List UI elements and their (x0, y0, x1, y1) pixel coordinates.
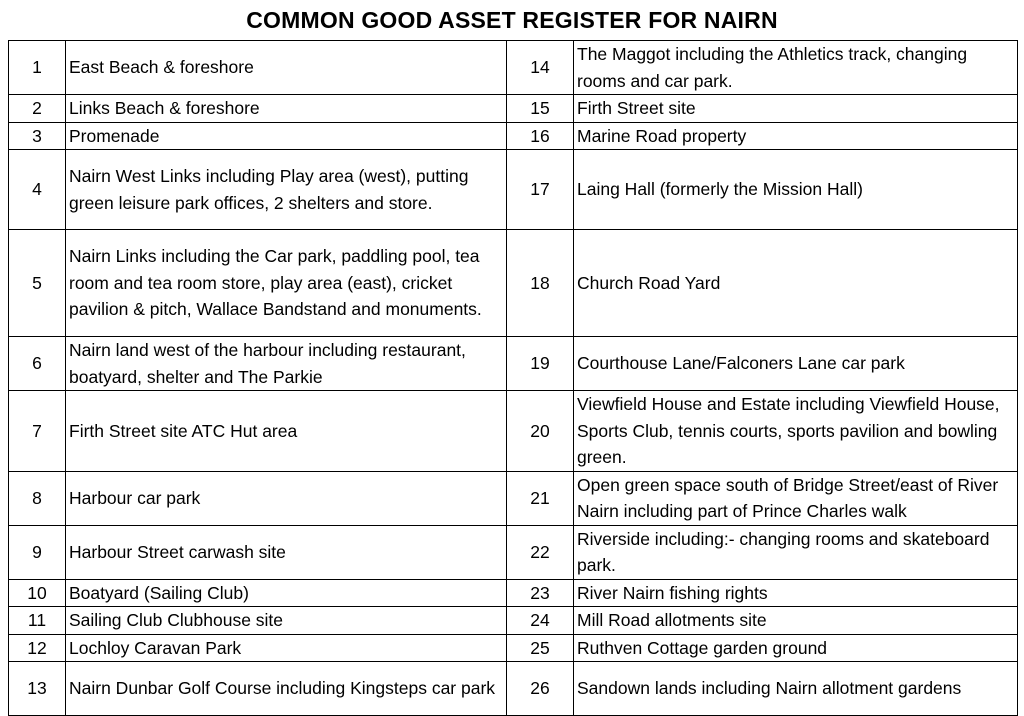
table-row (9, 607, 1018, 635)
asset-number: 22 (507, 525, 574, 579)
asset-description: Ruthven Cottage garden ground (574, 634, 1018, 662)
asset-description: Mill Road allotments site (574, 607, 1018, 635)
asset-number: 20 (507, 391, 574, 472)
page-title: COMMON GOOD ASSET REGISTER FOR NAIRN (246, 7, 778, 33)
table-row (9, 150, 1018, 230)
asset-number: 12 (9, 634, 66, 662)
asset-number: 23 (507, 579, 574, 607)
asset-number: 19 (507, 337, 574, 391)
asset-description: Links Beach & foreshore (66, 95, 507, 123)
asset-number: 15 (507, 95, 574, 123)
asset-register-table (8, 40, 1018, 716)
asset-description: Sandown lands including Nairn allotment gardens (574, 662, 1018, 716)
asset-number: 3 (9, 122, 66, 150)
table-row (9, 337, 1018, 391)
asset-description: Lochloy Caravan Park (66, 634, 507, 662)
asset-number: 24 (507, 607, 574, 635)
asset-description: Boatyard (Sailing Club) (66, 579, 507, 607)
asset-number: 7 (9, 391, 66, 472)
asset-number: 1 (9, 41, 66, 95)
asset-number: 16 (507, 122, 574, 150)
table-row (9, 41, 1018, 95)
asset-description: Firth Street site ATC Hut area (66, 391, 507, 472)
asset-number: 9 (9, 525, 66, 579)
table-row (9, 471, 1018, 525)
table-row (9, 525, 1018, 579)
asset-number: 17 (507, 150, 574, 230)
asset-description: Harbour car park (66, 471, 507, 525)
asset-description: Viewfield House and Estate including Viewfield House, Sports Club, tennis courts, sports pavilion and bowling green. (574, 391, 1018, 472)
asset-description: East Beach & foreshore (66, 41, 507, 95)
table-row (9, 579, 1018, 607)
asset-number: 2 (9, 95, 66, 123)
table-row (9, 662, 1018, 716)
asset-description: Firth Street site (574, 95, 1018, 123)
asset-description: Courthouse Lane/Falconers Lane car park (574, 337, 1018, 391)
asset-number: 26 (507, 662, 574, 716)
asset-description: Promenade (66, 122, 507, 150)
asset-number: 11 (9, 607, 66, 635)
asset-description: Laing Hall (formerly the Mission Hall) (574, 150, 1018, 230)
table-row (9, 634, 1018, 662)
asset-description: Nairn land west of the harbour including restaurant, boatyard, shelter and The Parkie (66, 337, 507, 391)
asset-description: Open green space south of Bridge Street/east of River Nairn including part of Prince Charles walk (574, 471, 1018, 525)
table-row (9, 230, 1018, 337)
asset-number: 10 (9, 579, 66, 607)
asset-description: Church Road Yard (574, 230, 1018, 337)
asset-description: Nairn West Links including Play area (west), putting green leisure park offices, 2 shelters and store. (66, 150, 507, 230)
table-row (9, 95, 1018, 123)
asset-description: Riverside including:- changing rooms and skateboard park. (574, 525, 1018, 579)
asset-description: Marine Road property (574, 122, 1018, 150)
asset-description: The Maggot including the Athletics track, changing rooms and car park. (574, 41, 1018, 95)
table-row (9, 391, 1018, 472)
asset-number: 13 (9, 662, 66, 716)
asset-description: Sailing Club Clubhouse site (66, 607, 507, 635)
asset-number: 5 (9, 230, 66, 337)
asset-number: 6 (9, 337, 66, 391)
asset-number: 4 (9, 150, 66, 230)
asset-number: 21 (507, 471, 574, 525)
asset-description: River Nairn fishing rights (574, 579, 1018, 607)
asset-description: Harbour Street carwash site (66, 525, 507, 579)
table-row (9, 122, 1018, 150)
asset-number: 8 (9, 471, 66, 525)
asset-number: 25 (507, 634, 574, 662)
asset-number: 18 (507, 230, 574, 337)
asset-description: Nairn Dunbar Golf Course including Kingsteps car park (66, 662, 507, 716)
asset-description: Nairn Links including the Car park, paddling pool, tea room and tea room store, play area (east), cricket pavilion & pitch, Wallace Bandstand and monuments. (66, 230, 507, 337)
asset-number: 14 (507, 41, 574, 95)
